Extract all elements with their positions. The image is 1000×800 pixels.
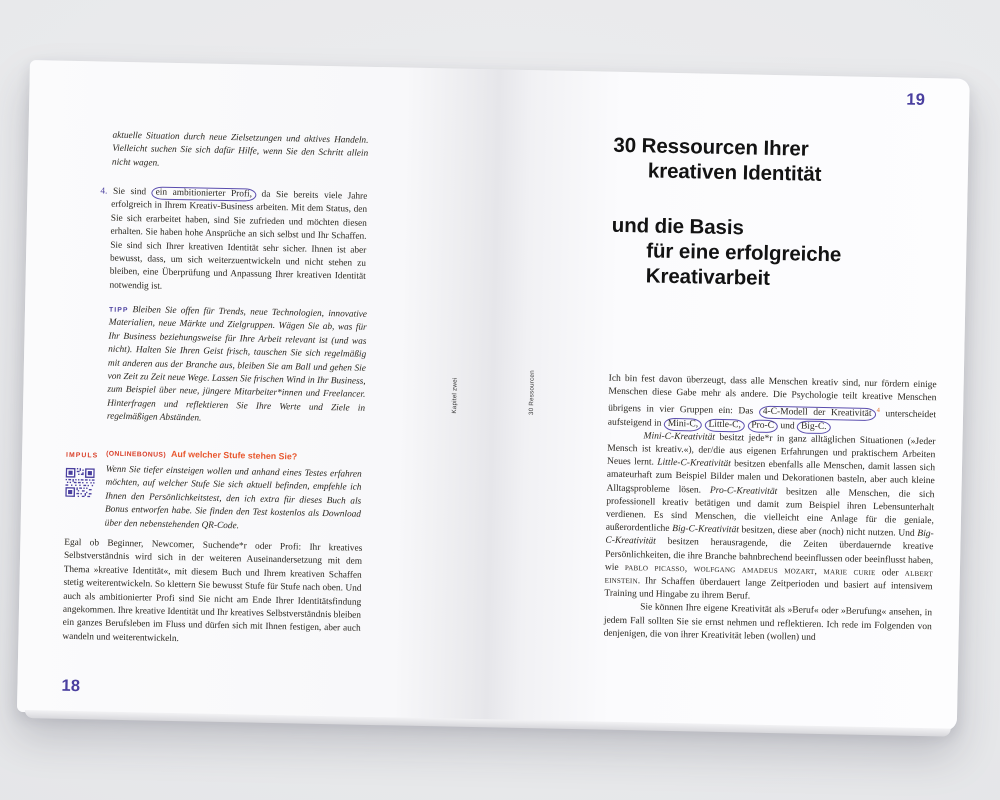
names-smallcaps-2: albert einstein [604, 568, 933, 587]
paragraph-4c-model: Ich bin fest davon überzeugt, dass alle Menschen kreativ sind, nur fördern einige Menschen diese Gabe mehr als andere. Die Psychologie teilt kreative Menschen übrigens in vier Gruppen ein: Das 4-C-Modell der Kreativität $^4$ unterscheidet aufsteigend in Mini-C, Little-C, Pro-C und Big-C. [608, 373, 937, 436]
impuls-margin [65, 444, 104, 498]
tipp-text: Bleiben Sie offen für Trends, neue Technologien, innovative Materialien, neue Märkte und Zielgruppen. Wägen Sie ab, was für Ihr Business beziehungsweise für Ihre Arbeit relevant ist (und was nicht). Halten Sie Ihren Geist frisch, tauschen Sie sich regelmäßig mit anderen aus der Branche aus, bleiben Sie am Ball und gehen Sie von Zeit zu Zeit neue Wege. Lassen Sie frischen Wind in Ihr Business, zum Beispiel über neue, jüngere Mitarbeiter*innen und Freelancer. Hinterfragen und reflektieren Sie Ihre Werte und Ziele in regelmäßigen Abständen. [106, 305, 368, 424]
impuls-label: IMPULS [66, 451, 99, 460]
title-line-3: und die Basis [611, 213, 744, 240]
annotation-circle-minic: Mini-C, [664, 417, 703, 431]
impuls-heading-row [106, 443, 362, 466]
step-number: 4. [100, 186, 108, 197]
margin-label-resources: 30 Ressourcen [527, 370, 536, 416]
title-line-5: Kreativarbeit [645, 264, 771, 290]
paragraph-creativity-levels: Mini-C-Kreativität besitzt jede*r in ganz alltäglichen Situationen (»Jeder Mensch ist kreativ.«), der/die aus eigenen Erfahrungen und praktischem Arbeiten Neues lernt. Little-C-Kreativität besitzen ebenfalls alle Menschen, damit lassen sich amateurhaft zum Beispiel Bilder malen und Dekorationen basteln, aber auch kleine Alltagsprobleme lösen. Pro-C-Kreativität besitzen alle Menschen, die sich professionell kreativ betätigen und damit zum Beispiel ihren Lebensunterhalt verdienen. Es sind Menschen, die vielleicht eine Anlage für die geniale, außerordentliche Big-C-Kreativität besitzen, diese aber (noch) nicht nutzen. Und Big-C-Kreativität besitzen herausragende, die Zeiten überdauernde kreative Persönlichkeiten, die ihre Branche bahnbrechend beeinflussen oder beeinflusst haben, wie pablo picasso, wolfgang amadeus mozart, marie curie oder albert einstein. Ihr Schaffen überdauert lange Zeitperioden und basiert auf intensivem Training und Hingabe zu ihrem Beruf. [604, 431, 936, 602]
title-line-1: 30 Ressourcen Ihrer [613, 133, 809, 161]
impuls-text: Wenn Sie tiefer einsteigen wollen und anhand eines Testes erfahren möchten, auf welcher Stufe Sie sich aktuell befinden, empfehle ich Ihnen den Persönlichkeitstest, den ich extra für dieses Buch als Bonus entworfen habe. Sie finden den Test kostenlos als Download über den nebenstehenden QR-Code. [104, 464, 362, 531]
paragraph-beruf-berufung: Sie können Ihre eigene Kreativität als »Beruf« oder »Berufung« ansehen, in jedem Fall sollten Sie sie ernst nehmen und reflektieren. Ich rede im Folgenden von denjenigen, die von ihrer Kreativität leben (wollen) und [603, 602, 933, 643]
impuls-body [105, 443, 363, 536]
names-smallcaps-1: pablo picasso, wolfgang amadeus mozart, marie curie [624, 562, 876, 578]
step4-text-rest: da Sie bereits viele Jahre erfolgreich in Ihrem Kreativ-Business arbeiten. Mit dem Status, den Sie sich erarbeitet haben, sind Sie zufrieden und möchten diesen erhalten. Sie haben hohe Ansprüche an sich selbst und Ihr Schaffen. Sie sind sich Ihrer kreativen Identität sehr sicher. Ihnen ist aber bewusst, dass, um sich weiterzuentwickeln und nicht stehen zu bleiben, eine Überprüfung und Anpassung Ihrer kreativen Identität notwendig ist. [109, 189, 368, 292]
footnote-marker: 4 [876, 407, 880, 415]
paragraph-step4 [100, 186, 368, 298]
onlinebonus-label: (ONLINEBONUS) [106, 450, 167, 459]
paragraph-closing: Egal ob Beginner, Newcomer, Suchende*r oder Profi: Ihr kreatives Selbstverständnis wird sich in der weiteren Auseinandersetzung mit dem Thema »kreative Identität«, mit diesem Buch und Ihrem kreativen Schaffen stetig weiterentwickeln. So klettern Sie bewusst Stufe für Stufe nach oben. Und auch als ambitionierter Profi sind Sie nicht am Ende Ihrer Identitätsfindung angekommen. Ihre kreative Identität und Ihr kreatives Selbstverständnis bleiben ein ganzes Berufsleben im Fluss und dürfen sich mit Ihnen festigen, aber auch wandeln und weiterentwickeln. [62, 537, 363, 644]
annotation-circle-proc: Pro-C [747, 419, 778, 433]
paragraph-tipp [107, 304, 367, 430]
qr-code-icon [65, 468, 95, 498]
impuls-section [65, 442, 365, 536]
annotation-circle-bigc: Big-C. [797, 420, 831, 434]
annotation-circle-4c: 4-C-Modell der Kreativität [759, 406, 876, 421]
impuls-heading: Auf welcher Stufe stehen Sie? [170, 448, 298, 462]
book-spread [17, 60, 970, 731]
right-body-text [603, 373, 936, 648]
title-line-2: kreativen Identität [647, 159, 822, 186]
annotation-circle-littlec: Little-C, [704, 418, 745, 432]
paragraph-intro: aktuelle Situation durch neue Zielsetzungen und aktives Handeln. Vielleicht suchen Sie sich dafür Hilfe, wenn Sie den Schritt allein nicht wagen. [111, 130, 369, 169]
page-number-right: 19 [906, 90, 926, 109]
title-line-4: für eine erfolgreiche [646, 239, 842, 267]
annotation-circle-profi: ein ambitionierter Profi, [152, 186, 256, 201]
margin-label-chapter: Kapitel zwei [450, 377, 459, 414]
step4-text-pre: Sie sind [107, 186, 152, 198]
chapter-number: 30 [613, 133, 637, 158]
chapter-title [611, 133, 844, 293]
page-number-left: 18 [61, 676, 81, 696]
tipp-label: TIPP [108, 306, 129, 315]
